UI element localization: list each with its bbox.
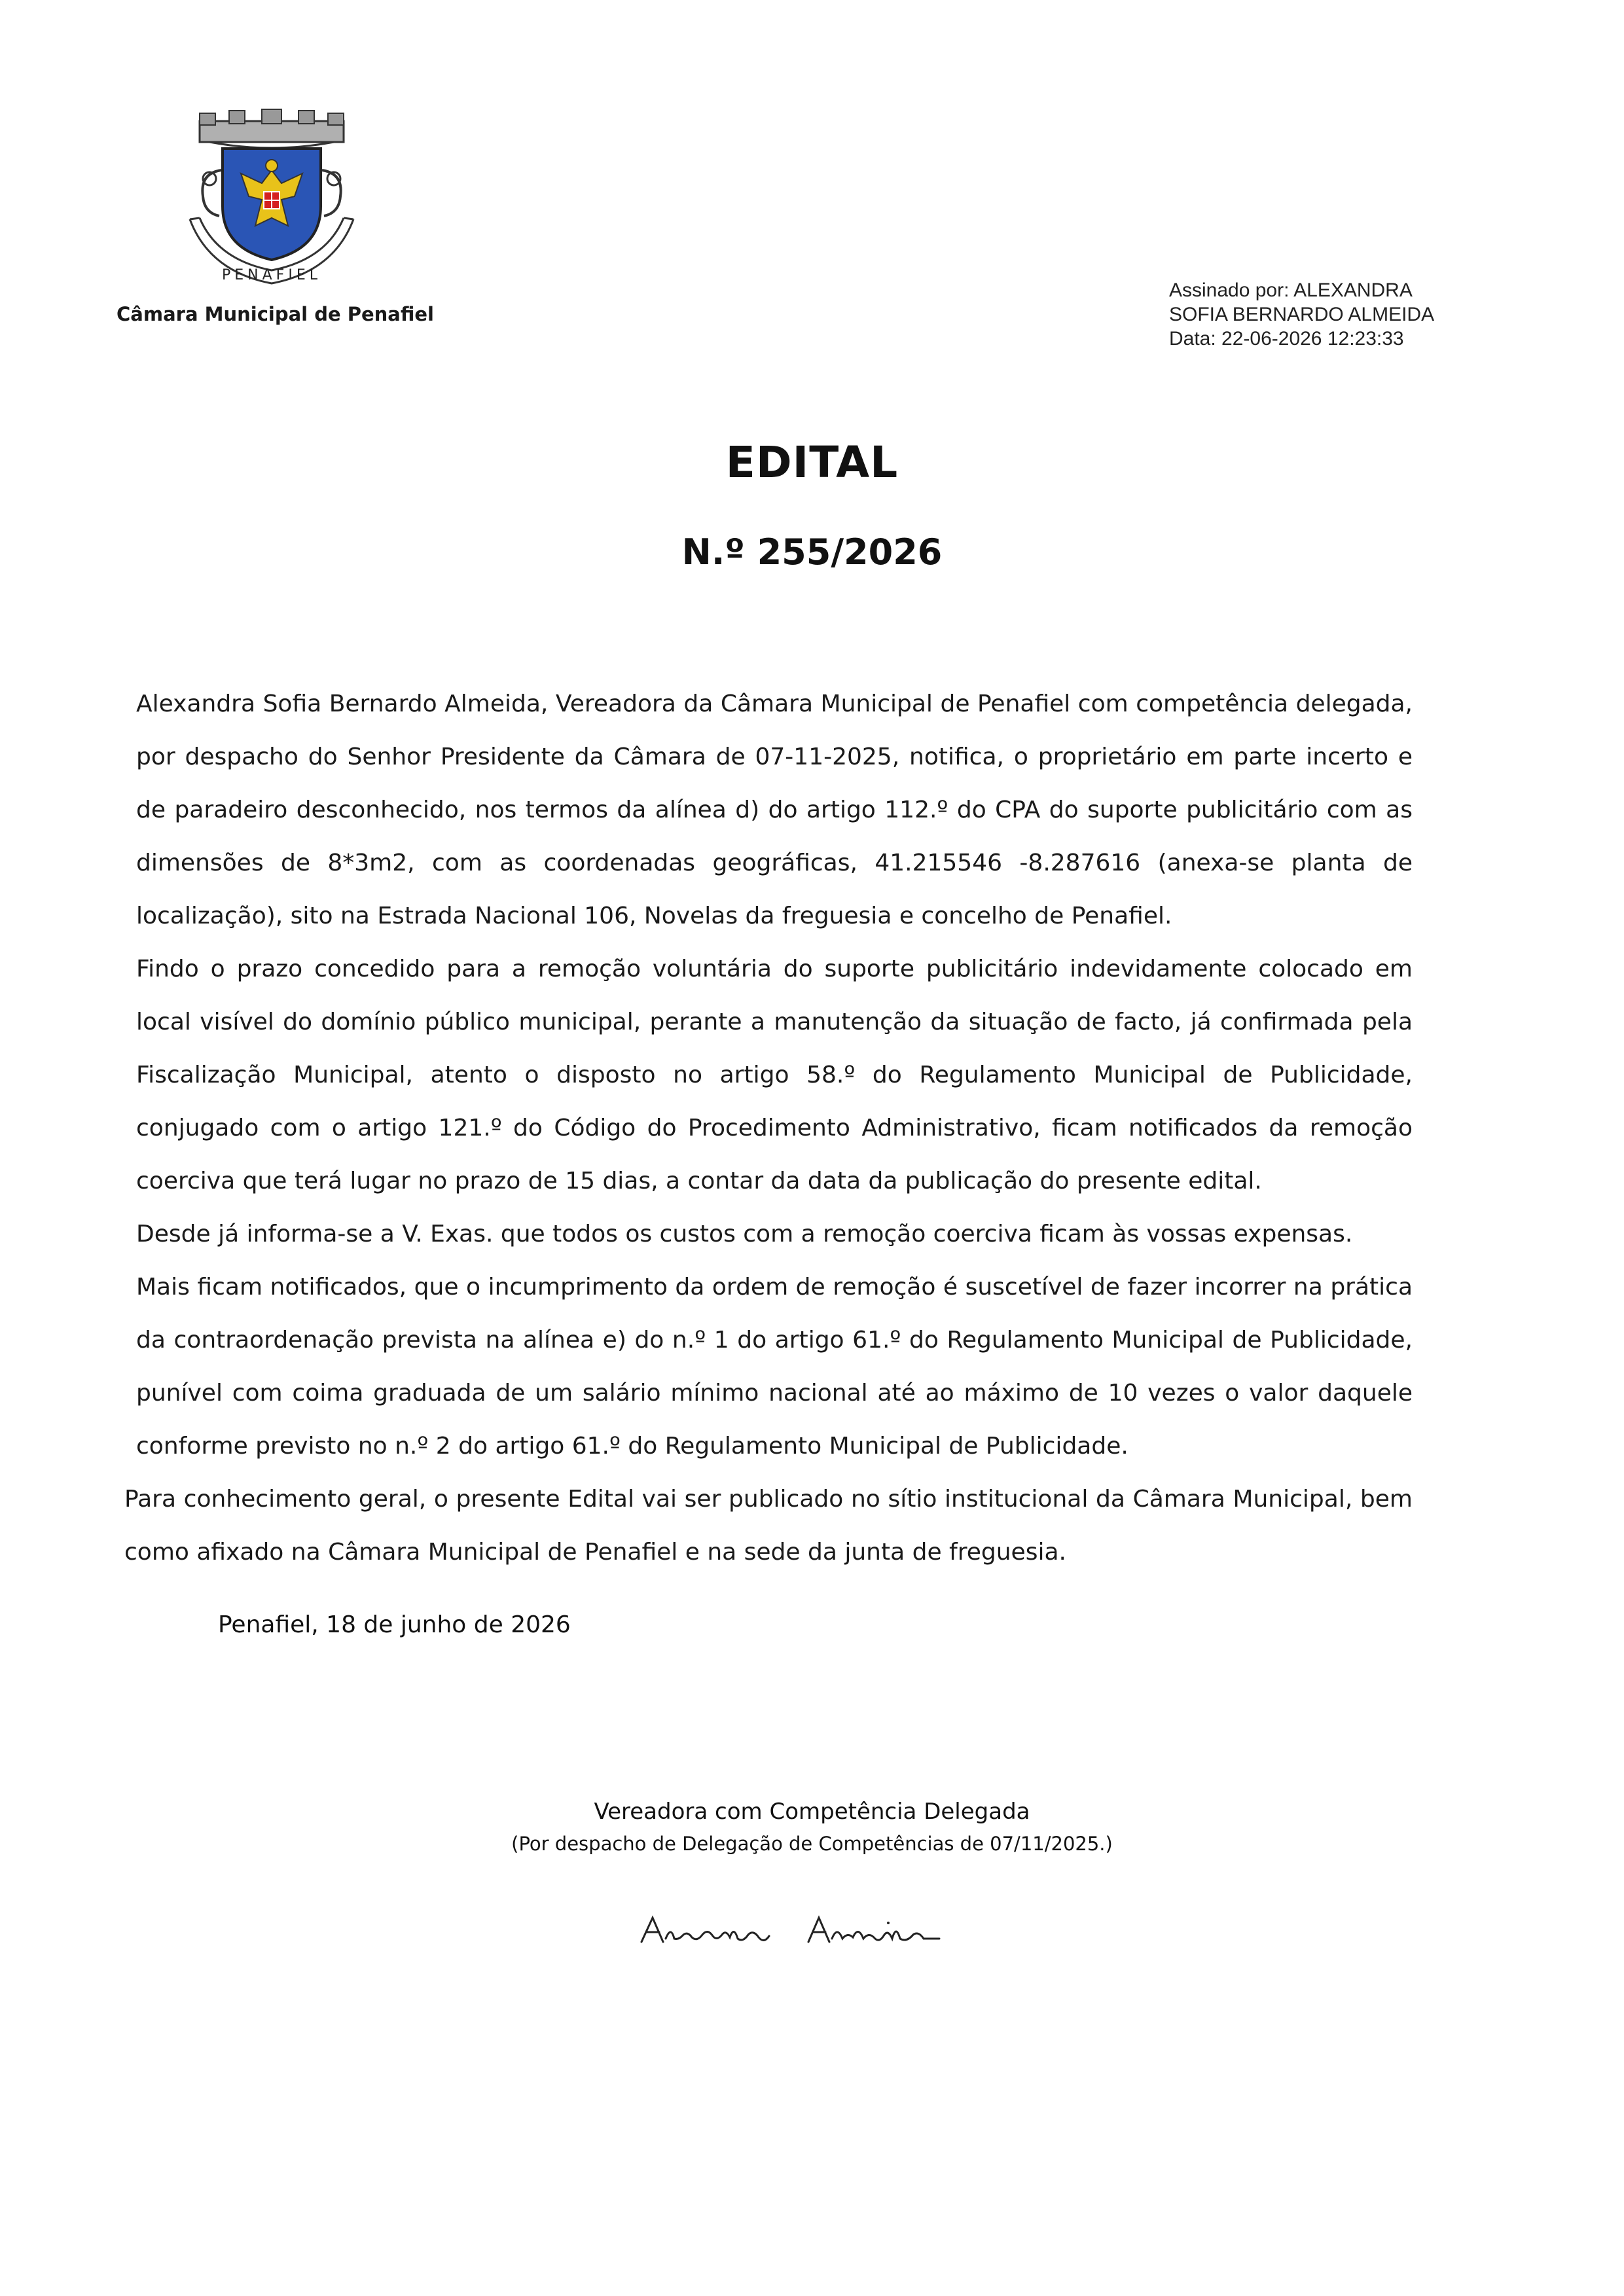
crest-motto: PENAFIEL <box>222 267 321 283</box>
digital-signature-line: SOFIA BERNARDO ALMEIDA <box>1169 304 1435 325</box>
body-paragraph: Findo o prazo concedido para a remoção voluntária do suporte publicitário indevidamente colocado em local visível do domínio público municipal, perante a manutenção da situação de facto, já confirmada pela Fiscalização Municipal, atento o disposto no artigo 58.º do Regulamento Municipal de Publicidade, conjugado com o artigo 121.º do Código do Procedimento Administrativo, ficam notificados da remoção coerciva que terá lugar no prazo de 15 dias, a contar da data da publicação do presente edital. <box>136 956 1413 1194</box>
body-paragraph: Para conhecimento geral, o presente Edital vai ser publicado no sítio institucional da Câmara Municipal, bem como afixado na Câmara Municipal de Penafiel e na sede da junta de freguesia. <box>124 1486 1413 1566</box>
document-number: N.º 255/2026 <box>681 531 943 573</box>
digital-signature-stamp <box>1169 278 1434 351</box>
digital-signature-line: Assinado por: ALEXANDRA <box>1169 279 1413 301</box>
signatory-role: Vereadora com Competência Delegada <box>594 1799 1030 1825</box>
handwritten-signature <box>638 1906 1005 1958</box>
body-paragraph: Alexandra Sofia Bernardo Almeida, Vereadora da Câmara Municipal de Penafiel com competência delegada, por despacho do Senhor Presidente da Câmara de 07-11-2025, notifica, o proprietário em parte incerto e de paradeiro desconhecido, nos termos da alínea d) do artigo 112.º do CPA do suporte publicitário com as dimensões de 8*3m2, com as coordenadas geográficas, 41.215546 -8.287616 (anexa-se planta de localização), sito na Estrada Nacional 106, Novelas da freguesia e concelho de Penafiel. <box>136 691 1413 929</box>
signatory-delegation-note: (Por despacho de Delegação de Competências de 07/11/2025.) <box>511 1833 1113 1855</box>
document-body <box>124 677 1413 1579</box>
place-and-date: Penafiel, 18 de junho de 2026 <box>218 1611 571 1638</box>
document-title: EDITAL <box>725 437 899 488</box>
digital-signature-date: Data: 22-06-2026 12:23:33 <box>1169 328 1404 350</box>
body-paragraph: Desde já informa-se a V. Exas. que todos os custos com a remoção coerciva ficam às vossas expensas. <box>136 1221 1353 1247</box>
municipality-name: Câmara Municipal de Penafiel <box>117 303 434 325</box>
municipal-crest-icon <box>164 108 380 291</box>
body-paragraph: Mais ficam notificados, que o incumprimento da ordem de remoção é suscetível de fazer incorrer na prática da contraordenação prevista na alínea e) do n.º 1 do artigo 61.º do Regulamento Municipal de Publicidade, punível com coima graduada de um salário mínimo nacional até ao máximo de 10 vezes o valor daquele conforme previsto no n.º 2 do artigo 61.º do Regulamento Municipal de Publicidade. <box>136 1274 1413 1460</box>
